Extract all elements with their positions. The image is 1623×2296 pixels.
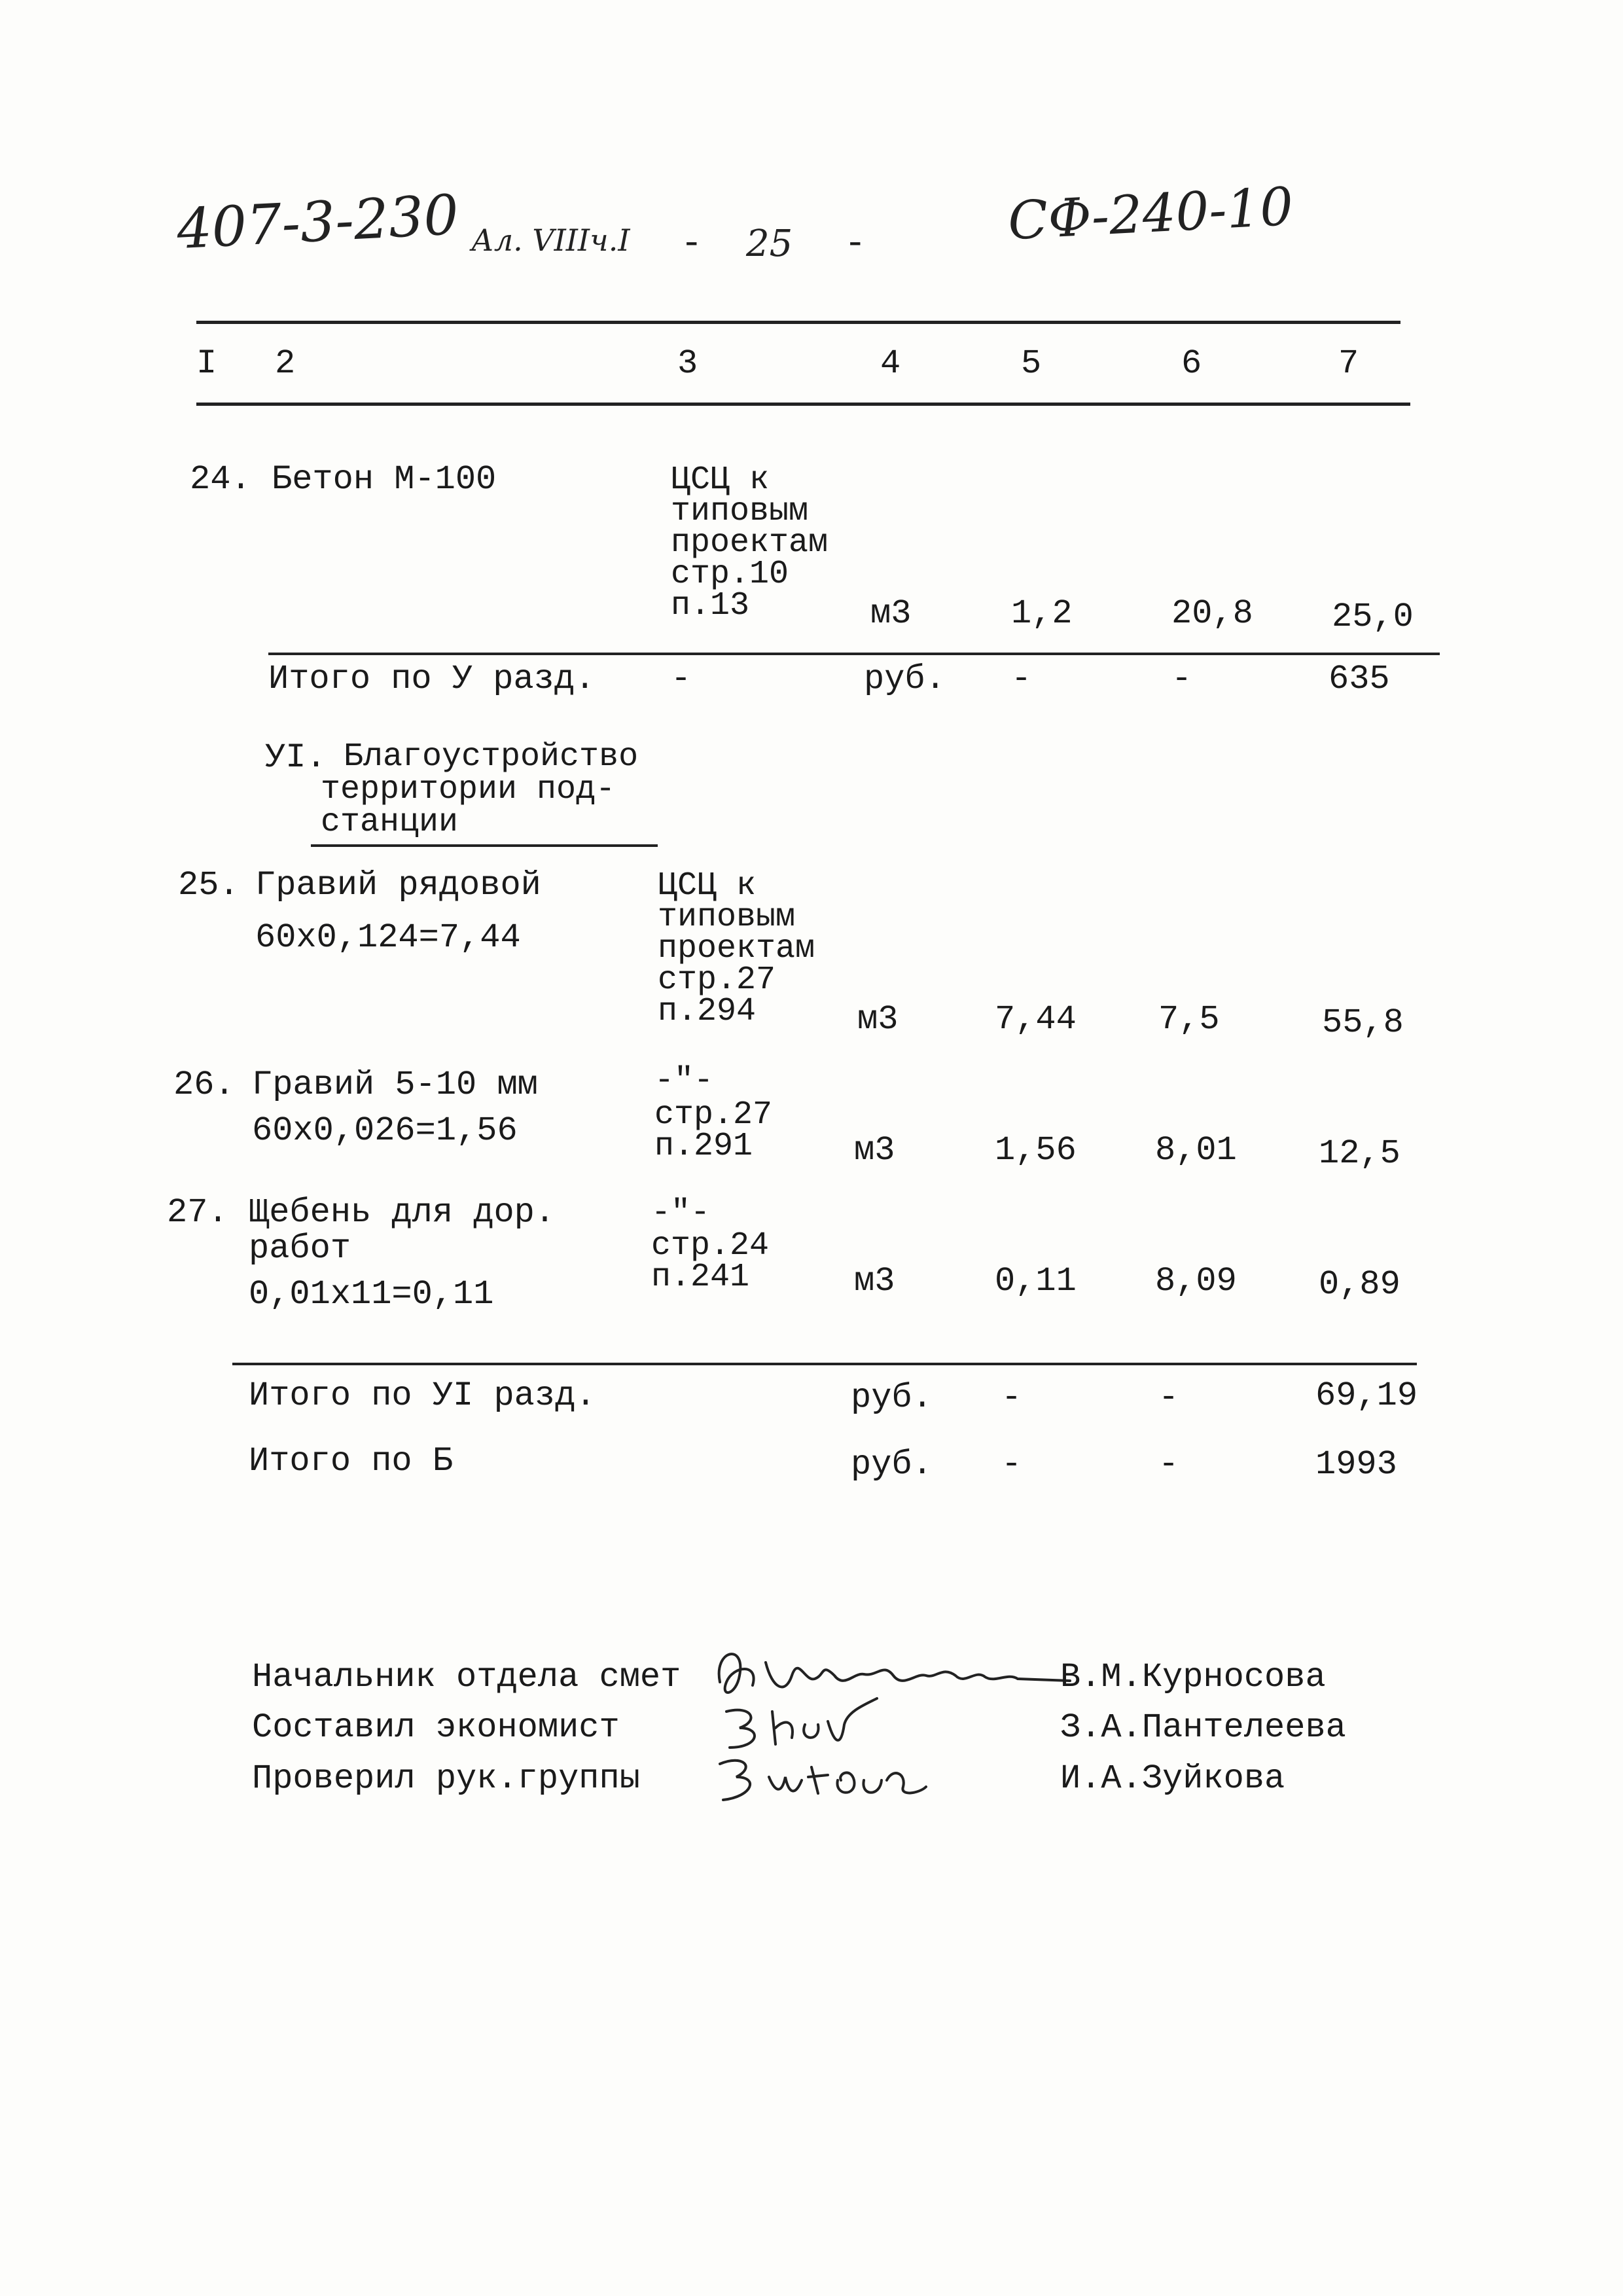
source-line: ЦСЦ к [658,867,757,905]
total-cell: 0,89 [1319,1265,1400,1304]
signatory-role: Составил экономист [252,1708,620,1747]
section-underline [311,844,658,847]
source-line: типовым [658,899,796,936]
header-dash-right: - [844,223,866,264]
column-header-3: 3 [677,344,698,383]
price-cell: - [1158,1445,1179,1484]
source-line: проектам [658,930,815,967]
album-reference: Ал. VIIIч.I [471,223,630,258]
unit-cell: руб. [851,1445,933,1484]
source-line: стр.10 [671,556,789,593]
unit-cell: м3 [870,594,912,633]
source-line: стр.27 [654,1096,773,1134]
quantity-cell: 7,44 [995,1000,1077,1039]
total-cell: 69,19 [1315,1376,1418,1415]
document-code: 407-3-230 [175,182,461,262]
price-cell: - [1171,660,1192,698]
source-line: -"- [651,1194,711,1232]
column-header-6: 6 [1181,344,1202,383]
total-label: Итого по Б [249,1442,454,1480]
quantity-calculation: 60х0,026=1,56 [252,1111,518,1150]
column-header-2: 2 [275,344,296,383]
header-dash-left: - [681,223,703,264]
header-bottom-rule [196,403,1410,406]
top-rule [196,321,1400,324]
item-name: Щебень для дор. [249,1193,556,1232]
column-header-1: I [196,344,217,383]
price-cell: 20,8 [1171,594,1253,633]
signature-zuykova [710,1741,933,1813]
price-cell: 7,5 [1158,1000,1220,1039]
subtotal-label: Итого по УI разд. [249,1376,596,1415]
section-number: УI. [265,738,327,777]
quantity-cell: 1,56 [995,1131,1077,1170]
row-number: 27. [167,1193,228,1232]
source-line: п.291 [654,1128,753,1165]
item-name: Гравий рядовой [255,866,541,905]
total-cell: 12,5 [1319,1134,1400,1173]
total-cell: 635 [1329,660,1390,698]
price-cell: 8,09 [1155,1262,1237,1300]
item-name: Бетон М-100 [272,460,497,499]
unit-cell: руб. [851,1378,933,1417]
signatory-role: Начальник отдела смет [252,1658,681,1696]
page-number: 25 [746,223,793,265]
quantity-cell: 1,2 [1011,594,1073,633]
unit-cell: м3 [857,1000,899,1039]
source-cell: - [671,660,692,698]
total-cell: 25,0 [1332,598,1414,636]
signatory-name: З.А.Пантелеева [1060,1708,1346,1747]
source-line: п.241 [651,1259,750,1296]
totals-divider [232,1363,1417,1365]
subtotal-label: Итого по У разд. [268,660,596,698]
quantity-calculation: 60х0,124=7,44 [255,918,521,957]
quantity-calculation: 0,01х11=0,11 [249,1275,494,1314]
signatory-name: В.М.Курносова [1060,1658,1326,1696]
item-name: Гравий 5-10 мм [252,1066,538,1104]
column-header-5: 5 [1021,344,1042,383]
source-line: п.13 [671,587,750,624]
quantity-cell: 0,11 [995,1262,1077,1300]
price-cell: - [1158,1378,1179,1417]
section-title-line: Благоустройство [344,738,639,776]
quantity-cell: - [1001,1445,1022,1484]
source-line: стр.24 [651,1227,770,1265]
source-line: проектам [671,524,829,562]
unit-cell: м3 [854,1262,895,1300]
column-header-7: 7 [1338,344,1359,383]
column-header-4: 4 [880,344,901,383]
source-line: типовым [671,493,809,530]
total-cell: 55,8 [1322,1003,1404,1042]
section-title-line: станции [321,804,459,841]
signatory-name: И.А.Зуйкова [1060,1759,1285,1798]
source-line: ЦСЦ к [671,461,770,499]
row-number: 25. [178,866,240,905]
unit-cell: м3 [854,1131,895,1170]
section-divider [268,653,1440,655]
section-title-line: территории под- [321,771,616,808]
total-cell: 1993 [1315,1445,1397,1484]
row-number: 24. [190,460,251,499]
source-line: п.294 [658,993,757,1030]
price-cell: 8,01 [1155,1131,1237,1170]
quantity-cell: - [1001,1378,1022,1417]
source-line: стр.27 [658,961,776,999]
source-line: -"- [654,1062,714,1100]
sheet-code: СФ-240-10 [1006,175,1295,252]
signatory-role: Проверил рук.группы [252,1759,640,1798]
unit-cell: руб. [864,660,946,698]
quantity-cell: - [1011,660,1032,698]
item-name: работ [249,1229,351,1268]
row-number: 26. [173,1066,235,1104]
